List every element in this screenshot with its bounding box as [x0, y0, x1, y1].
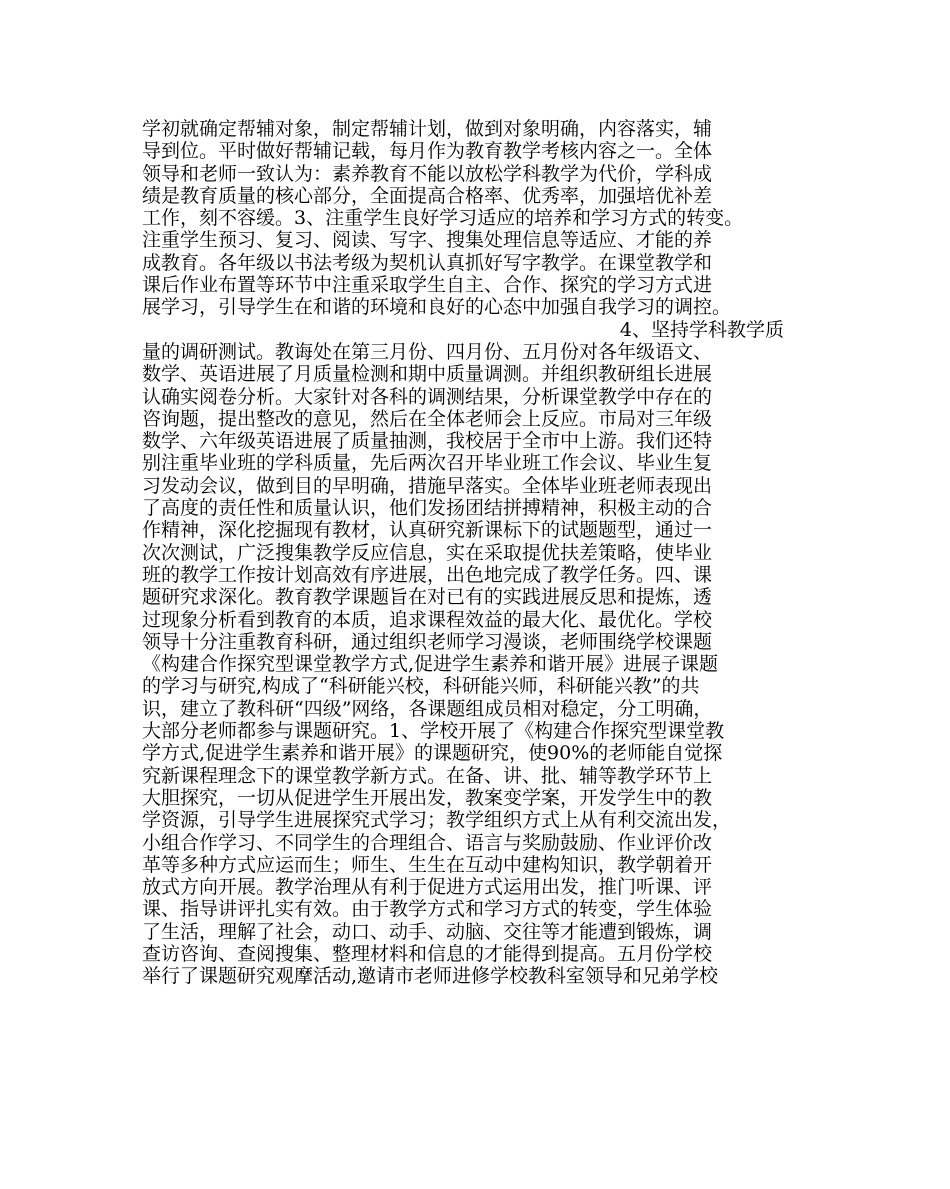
text-line: 成教育。各年级以书法考级为契机认真抓好写字教学。在课堂教学和: [142, 251, 713, 274]
text-line: 举行了课题研究观摩活动,邀请市老师进修学校教科室领导和兄弟学校: [142, 965, 719, 988]
text-line: 了生活，理解了社会，动口、动手、动脑、交往等才能遭到锻炼，调: [142, 920, 713, 943]
text-line: 革等多种方式应运而生；师生、生生在互动中建构知识，教学朝着开: [142, 853, 713, 876]
text-line: 作精神，深化挖掘现有教材，认真研究新课标下的试题题型，通过一: [142, 519, 713, 542]
text-line: 导到位。平时做好帮辅记载，每月作为教育教学考核内容之一。全体: [142, 140, 713, 163]
text-line: 究新课程理念下的课堂教学新方式。在备、讲、批、辅等教学环节上: [142, 764, 713, 787]
text-line: 绩是教育质量的核心部分，全面提高合格率、优秀率，加强培优补差: [142, 184, 713, 207]
text-line: 领导和老师一致认为：素养教育不能以放松学科教学为代价，学科成: [142, 162, 713, 185]
text-line: 认确实阅卷分析。大家针对各科的调测结果，分析课堂教学中存在的: [142, 385, 713, 408]
text-line: 数学、英语进展了月质量检测和期中质量调测。并组织教研组长进展: [142, 363, 713, 386]
text-line: 领导十分注重教育科研，通过组织老师学习漫谈，老师围绕学校课题: [142, 630, 713, 653]
text-line: 小组合作学习、不同学生的合理组合、语言与奖励鼓励、作业评价改: [142, 831, 713, 854]
text-line: 大部分老师都参与课题研究。1、学校开展了《构建合作探究型课堂教: [142, 720, 725, 743]
text-line: 注重学生预习、复习、阅读、写字、搜集处理信息等适应、才能的养: [142, 229, 713, 252]
text-line: 学初就确定帮辅对象，制定帮辅计划，做到对象明确，内容落实，辅: [142, 118, 713, 140]
text-line-indented: 4、坚持学科教学质: [619, 318, 784, 341]
text-line: 的学习与研究,构成了“科研能兴校，科研能兴师，科研能兴教”的共: [142, 675, 700, 698]
text-line: 量的调研测试。教诲处在第三月份、四月份、五月份对各年级语文、: [142, 340, 713, 363]
text-line: 别注重毕业班的学科质量，先后两次召开毕业班工作会议、毕业生复: [142, 452, 713, 475]
text-line: 次次测试，广泛搜集教学反应信息，实在采取提优扶差策略，使毕业: [142, 541, 713, 564]
text-line: 题研究求深化。教育教学课题旨在对已有的实践进展反思和提炼，透: [142, 586, 713, 609]
text-line: 《构建合作探究型课堂教学方式,促进学生素养和谐开展》进展子课题: [142, 653, 719, 676]
text-line: 大胆探究，一切从促进学生开展出发，教案变学案，开发学生中的教: [142, 786, 713, 809]
text-line: 工作，刻不容缓。3、注重学生良好学习适应的培养和学习方式的转变。: [142, 207, 744, 230]
text-line: 过现象分析看到教育的本质，追求课程效益的最大化、最优化。学校: [142, 608, 713, 631]
text-line: 习发动会议，做到目的早明确，措施早落实。全体毕业班老师表现出: [142, 474, 713, 497]
text-line: 识，建立了教科研“四级”网络，各课题组成员相对稳定，分工明确，: [142, 697, 713, 720]
text-line: 数学、六年级英语进展了质量抽测，我校居于全市中上游。我们还特: [142, 430, 713, 453]
text-line: 咨询题，提出整改的意见，然后在全体老师会上反应。市局对三年级: [142, 407, 713, 430]
text-line: 学方式,促进学生素养和谐开展》的课题研究，使90%的老师能自觉探: [142, 742, 723, 765]
text-line: 了高度的责任性和质量认识，他们发扬团结拼搏精神，积极主动的合: [142, 497, 713, 520]
text-line: 学资源，引导学生进展探究式学习；教学组织方式上从有利交流出发，: [142, 809, 732, 832]
body-text: [142, 118, 814, 988]
text-line: 课、指导讲评扎实有效。由于教学方式和学习方式的转变，学生体验: [142, 898, 713, 921]
text-line: 展学习，引导学生在和谐的环境和良好的心态中加强自我学习的调控。: [142, 296, 732, 319]
text-line: 课后作业布置等环节中注重采取学生自主、合作、探究的学习方式进: [142, 274, 713, 297]
text-line: 查访咨询、查阅搜集、整理材料和信息的才能得到提高。五月份学校: [142, 942, 713, 965]
text-line: 放式方向开展。教学治理从有利于促进方式运用出发，推门听课、评: [142, 876, 713, 899]
text-line: 班的教学工作按计划高效有序进展，出色地完成了教学任务。四、课: [142, 563, 713, 586]
